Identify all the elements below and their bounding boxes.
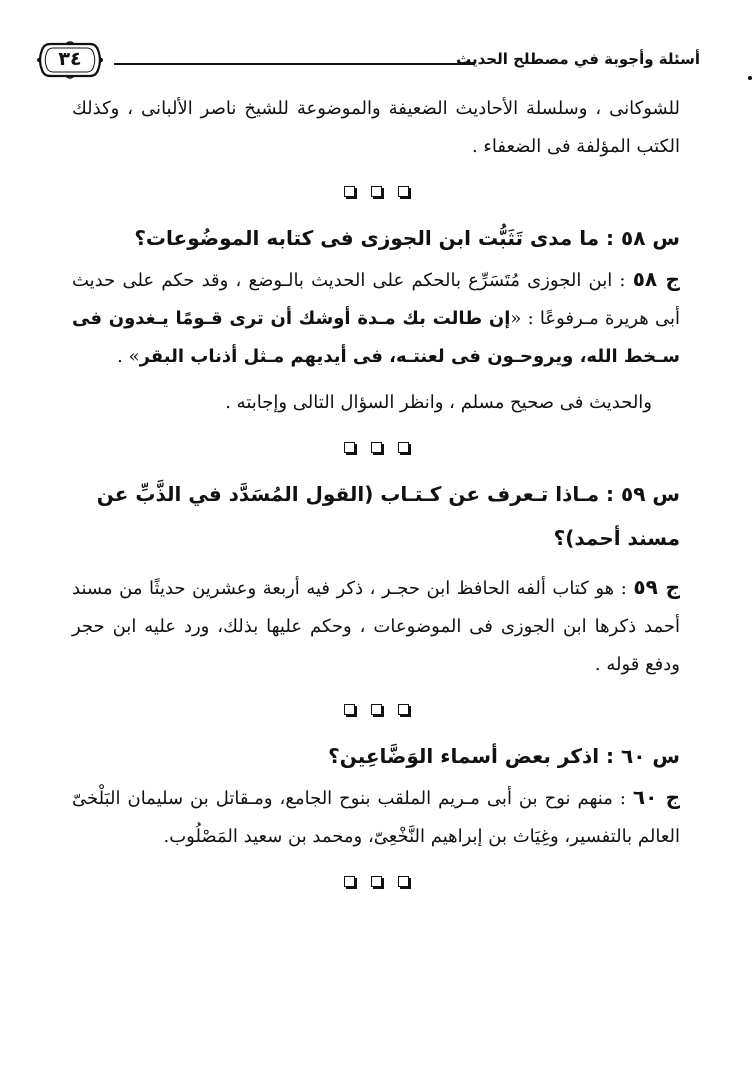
section-separator	[72, 856, 680, 906]
answer-label: ج ٥٩	[633, 575, 680, 599]
hadith-quote: إن طالت بك مـدة أوشك أن ترى قـومًا يـغدون فى سـخط الله، ويروحـون فى لعنتـه، فى أيديهم مـثل أذناب البقر	[72, 308, 680, 367]
square-ornament-icon	[371, 704, 382, 715]
square-ornament-icon	[344, 442, 355, 453]
page-content	[72, 90, 680, 906]
section-separator	[72, 166, 680, 216]
answer-label: ج ٥٨	[632, 267, 680, 291]
square-ornament-icon	[344, 876, 355, 887]
quote-close: » .	[117, 346, 140, 367]
answer-label: ج ٦٠	[632, 785, 680, 809]
square-ornament-icon	[371, 442, 382, 453]
square-ornament-icon	[398, 704, 409, 715]
answer-text: : منهم نوح بن أبى مـريم الملقب بنوح الجامع، ومـقاتل بن سليمان البَلْخىّ العالم بالتفسير، وغِيَاث بن إبراهيم النَّخْعِىّ، ومحمد بن سعيد المَصْلُوب.	[72, 788, 680, 847]
question-59: س ٥٩ : مـاذا تـعرف عن كـتـاب (القول المُسَدَّد في الذَّبِّ عن مسند أحمد)؟	[96, 482, 680, 550]
page-number-badge	[36, 40, 104, 80]
running-header	[28, 40, 700, 86]
square-ornament-icon	[344, 186, 355, 197]
answer-text: : هو كتاب ألفه الحافظ ابن حجـر ، ذكر فيه أربعة وعشرين حديثًا من مسند أحمد ذكرها ابن الجوزى فى الموضوعات ، وحكم عليها بذلك، ورد عليه ابن حجر ودفع قوله .	[72, 578, 680, 675]
square-ornament-icon	[371, 876, 382, 887]
square-ornament-icon	[371, 186, 382, 197]
page-number: ٣٤	[58, 48, 82, 70]
answer-58-note: والحديث فى صحيح مسلم ، وانظر السؤال التالى وإجابته .	[225, 392, 652, 413]
question-60: س ٦٠ : اذكر بعض أسماء الوَضَّاعِين؟	[328, 744, 680, 768]
square-ornament-icon	[398, 876, 409, 887]
answer-60	[72, 778, 680, 856]
square-ornament-icon	[398, 186, 409, 197]
section-separator	[72, 684, 680, 734]
section-separator	[72, 422, 680, 472]
running-title: أسئلة وأجوبة في مصطلح الحديث	[456, 50, 700, 68]
intro-paragraph: للشوكانى ، وسلسلة الأحاديث الضعيفة والموضوعة للشيخ ناصر الألبانى ، وكذلك الكتب المؤلفة فى الضعفاء .	[72, 98, 680, 157]
header-rule	[114, 63, 475, 65]
square-ornament-icon	[398, 442, 409, 453]
answer-59	[72, 568, 680, 684]
answer-58	[72, 260, 680, 376]
question-58: س ٥٨ : ما مدى تَثَبُّت ابن الجوزى فى كتابه الموضُوعات؟	[134, 226, 680, 250]
margin-dot	[748, 76, 752, 80]
answer-text: : ابن الجوزى مُتَسَرِّع بالحكم على الحديث بالـوضع ، وقد حكم على حديث أبى هريرة مـرفوعًا : «	[72, 270, 681, 329]
square-ornament-icon	[344, 704, 355, 715]
